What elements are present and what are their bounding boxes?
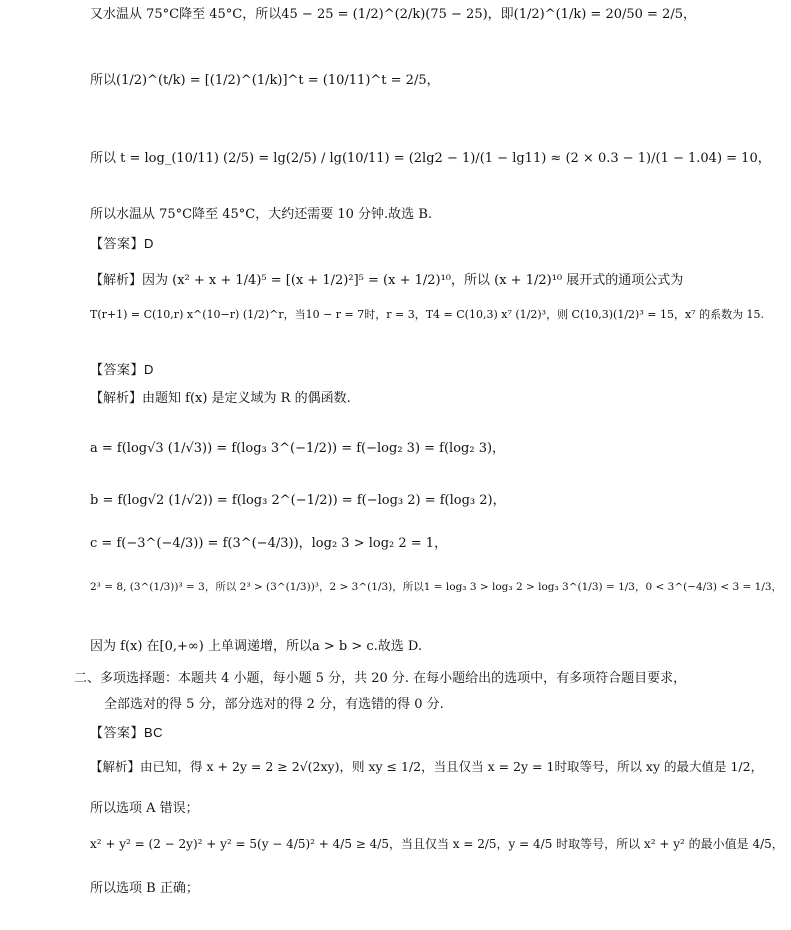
text-line-7: T(r+1) = C(10,r) x^(10−r) (1/2)^r，当10 − r = 7时，r = 3，T4 = C(10,3) x⁷ (1/2)³，则 C(10,3)(1/2)³ = 15，x⁷ 的系数为 15. bbox=[90, 308, 765, 321]
text-line-10: a = f(log√3 (1/√3)) = f(log₃ 3^(−1/2)) = f(−log₂ 3) = f(log₂ 3)， bbox=[90, 441, 506, 456]
text-line-2: 所以(1/2)^(t/k) = [(1/2)^(1/k)]^t = (10/11)^t = 2/5， bbox=[90, 73, 440, 88]
text-line-21: 所以选项 B 正确； bbox=[90, 881, 199, 896]
answer-label-1: 【答案】D bbox=[90, 236, 154, 251]
text-line-19: 所以选项 A 错误； bbox=[90, 801, 199, 816]
text-line-13: 2³ = 8, (3^(1/3))³ = 3，所以 2³ > (3^(1/3))³，2 > 3^(1/3)，所以1 = log₃ 3 > log₃ 2 > log₃ 3^(1/3) = 1/3，0 < 3^(−4/3) < 3 = 1/3， bbox=[90, 581, 783, 593]
text-line-6: 【解析】因为 (x² + x + 1/4)⁵ = [(x + 1/2)²]⁵ = (x + 1/2)¹⁰，所以 (x + 1/2)¹⁰ 展开式的通项公式为 bbox=[90, 273, 684, 288]
section-heading-cont: 全部选对的得 5 分，部分选对的得 2 分，有选错的得 0 分. bbox=[104, 697, 444, 712]
text-line-3: 所以 t = log_(10/11) (2/5) = lg(2/5) / lg(10/11) = (2lg2 − 1)/(1 − lg11) ≈ (2 × 0.3 − 1)/(1 − 1.04) = 10， bbox=[90, 151, 771, 166]
answer-label-2: 【答案】D bbox=[90, 362, 154, 377]
text-line-18: 【解析】由已知，得 x + 2y = 2 ≥ 2√(2xy)，则 xy ≤ 1/2，当且仅当 x = 2y = 1时取等号，所以 xy 的最大值是 1/2， bbox=[90, 759, 764, 774]
section-heading: 二、多项选择题：本题共 4 小题，每小题 5 分，共 20 分. 在每小题给出的选项中，有多项符合题目要求， bbox=[74, 671, 687, 686]
text-line-12: c = f(−3^(−4/3)) = f(3^(−4/3))，log₂ 3 > log₂ 2 = 1， bbox=[90, 536, 448, 551]
text-line-1: 又水温从 75°C降至 45°C，所以45 − 25 = (1/2)^(2/k)(75 − 25)，即(1/2)^(1/k) = 20/50 = 2/5， bbox=[90, 7, 696, 22]
text-line-4: 所以水温从 75°C降至 45°C，大约还需要 10 分钟.故选 B. bbox=[90, 207, 432, 222]
answer-label-3: 【答案】BC bbox=[90, 725, 164, 740]
text-line-14: 因为 f(x) 在[0,+∞) 上单调递增，所以a > b > c.故选 D. bbox=[90, 639, 422, 654]
text-line-11: b = f(log√2 (1/√2)) = f(log₃ 2^(−1/2)) = f(−log₃ 2) = f(log₃ 2)， bbox=[90, 493, 506, 508]
text-line-20: x² + y² = (2 − 2y)² + y² = 5(y − 4/5)² + 4/5 ≥ 4/5，当且仅当 x = 2/5，y = 4/5 时取等号，所以 x² + y² 的最小值是 4/5， bbox=[90, 837, 784, 851]
text-line-9: 【解析】由题知 f(x) 是定义域为 R 的偶函数. bbox=[90, 391, 351, 406]
